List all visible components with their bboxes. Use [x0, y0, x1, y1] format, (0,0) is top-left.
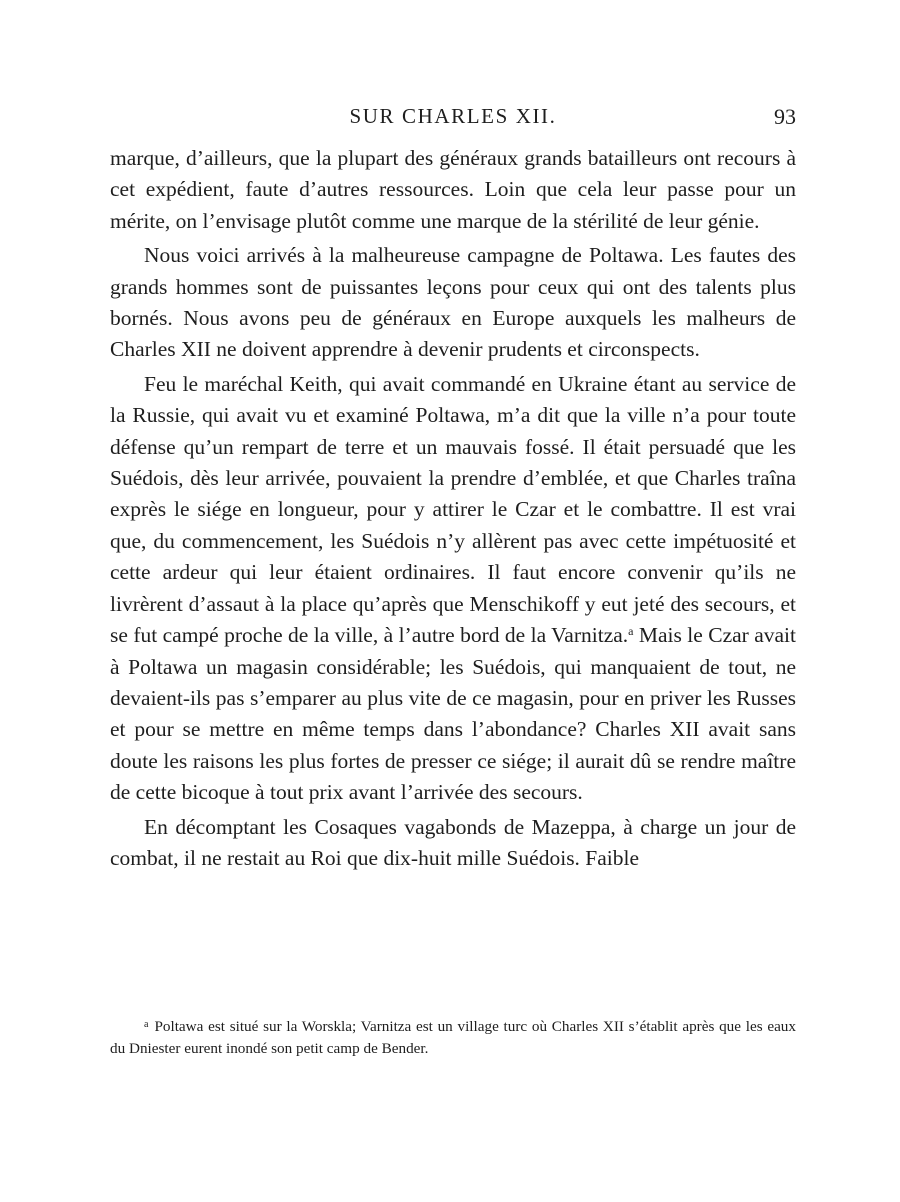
footnote-reference: a	[628, 624, 634, 639]
page-number: 93	[774, 104, 796, 129]
running-title: SUR CHARLES XII.	[349, 104, 557, 128]
paragraph-2: Nous voici arrivés à la malheureuse campagne de Poltawa. Les fautes des grands hommes sont de puissantes leçons pour ceux qui ont des talents plus bornés. Nous avons peu de généraux en Europe auxquels les malheurs de Charles XII ne doivent apprendre à devenir prudents et circonspects.	[110, 243, 796, 362]
paragraph-1: marque, d’ailleurs, que la plupart des généraux grands batailleurs ont recours à cet expédient, faute d’autres ressources. Loin que cela leur passe pour un mérite, on l’envisage plutôt comme une marque de la stérilité de leur génie.	[110, 146, 796, 233]
paragraph-3	[110, 369, 796, 809]
running-head	[110, 104, 796, 134]
footnote-marker: a	[144, 1019, 149, 1030]
body-text	[110, 143, 796, 877]
paragraph-3-part-2: Mais le Czar avait à Poltawa un magasin considérable; les Suédois, qui manquaient de tout, ne devaient-ils pas s’emparer au plus vite de ce magasin, pour en priver les Russes et pour se mettre en même temps dans l’abondance? Charles XII avait sans doute les raisons les plus fortes de presser ce siége; il aurait dû se rendre maître de cette bicoque à tout prix avant l’arrivée des secours.	[110, 623, 796, 805]
footnote	[110, 1016, 796, 1060]
footnote-text: Poltawa est situé sur la Worskla; Varnitza est un village turc où Charles XII s’établit après que les eaux du Dniester eurent inondé son petit camp de Bender.	[110, 1018, 796, 1057]
paragraph-4: En décomptant les Cosaques vagabonds de Mazeppa, à charge un jour de combat, il ne restait au Roi que dix-huit mille Suédois. Faible	[110, 814, 796, 870]
paragraph-3-part-1: Feu le maréchal Keith, qui avait commandé en Ukraine étant au service de la Russie, qui avait vu et examiné Poltawa, m’a dit que la ville n’a pour toute défense qu’un rempart de terre et un mauvais fossé. Il était persuadé que les Suédois, dès leur arrivée, pouvaient la prendre d’emblée, et que Charles traîna exprès le siége en longueur, pour y attirer le Czar et le combattre. Il est vrai que, du commencement, les Suédois n’y allèrent pas avec cette impétuosité et cette ardeur qui leur étaient ordinaires. Il faut encore convenir qu’ils ne livrèrent d’assaut à la place qu’après que Menschikoff y eut jeté des secours, et se fut campé proche de la ville, à l’autre bord de la Varnitza.	[110, 371, 796, 648]
